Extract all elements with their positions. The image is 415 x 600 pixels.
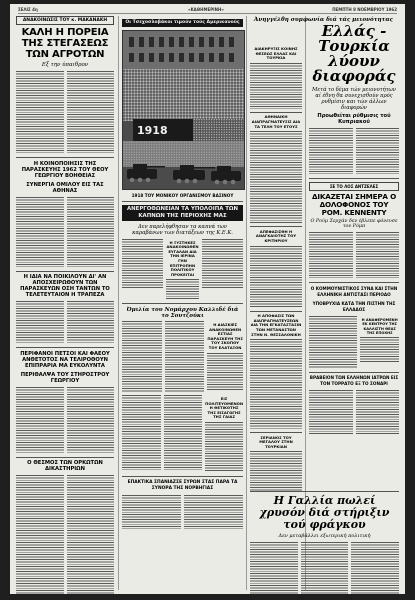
article-body bbox=[122, 394, 243, 473]
side-headline: ΑΘΗΝΑΙΚΗ ΔΙΑΠΡΑΓΜΑΤΕΥΣΙΣ ΔΙΑ ΤΑ ΤΕΛΗ ΤΟΥ ΕΤΟΥΣ bbox=[251, 114, 301, 129]
headline-greece-turkey: Ελλάς - Τουρκία λύουν διαφοράς bbox=[312, 22, 396, 85]
headline: Ο ΘΕΣΜΟΣ ΤΩΝ ΟΡΚΩΤΩΝ ΔΙΚΑΣΤΗΡΙΩΝ bbox=[27, 460, 103, 473]
headline: Ο ΚΟΜΜΟΥΝΙΣΤΙΚΟΣ ΣΥΝΑ ΚΑΙ ΣΤΗΝ ΕΛΛΗΝΙΚΗ ΑΝΤΙΣΤΑΣΙ ΠΕΡΙΟΔΟ bbox=[310, 285, 398, 297]
side-headline: ΣΕΡΙΑΝΟΣ ΤΟΥ ΜΕΓΑΛΟΥ ΣΤΗΝ ΤΟΥΡΚΙΑΝ bbox=[259, 434, 293, 449]
column-rule bbox=[246, 16, 247, 590]
headline-omilia: Όμιλία του Νομάρχου Καλλιδέ διά το Σουτζούκι bbox=[126, 306, 239, 319]
kicker: ΑΝΑΚΟΙΝΩΣΙΣ ΤΟΥ κ. ΜΑΚΑΝΑΚΗ bbox=[16, 16, 114, 25]
headline: ΠΕΡΙΘΑΛΨΑ ΤΟΥ ΣΤΗΡΟΣΤΡΟΥ ΓΕΩΡΓΙΟΥ bbox=[20, 371, 110, 384]
headline-bottom: ΕΠΑΚΤΙΚΑ ΣΠΑΝΙΑΖΣΕ ΣΥΡΩΝ ΣΤΑΣ ΠΑΡΑ ΤΑ ΣΥΝΟΡΑ ΤΗΣ ΝΟΡΒΗΓΙΑΣ bbox=[127, 479, 238, 491]
article-body bbox=[122, 494, 243, 530]
subheadline-tobacco: Δεν παρελήφθησαν τα καπνά των καραβάνων των διατάξεων της Κ.Ε.Κ. bbox=[132, 223, 233, 236]
side-headline: Η ΔΙΑΣΚΙΕΣ ΑΝΑΚΟΙΝΩΘΕΝ ΕΣΤΙΑΣ ΠΑΡΑΣΚΕΥΗ ΤΗΣ ΤΟΥ ΣΚΟΠΟΥ ΤΟΥ ΕΛΑΤΑΞΟΝ bbox=[207, 321, 243, 350]
headline-kennedy: ΔΙΚΑΖΕΤΑΙ ΣΗΜΕΡΑ Ο ΔΟΛΟΦΟΝΟΣ ΤΟΥ ΡΟΜ. ΚΕΝΝΕΝΤΥ bbox=[312, 191, 396, 217]
column-center bbox=[122, 16, 243, 30]
article-body bbox=[16, 300, 114, 344]
headline: ΠΕΡΙΦΑΝΟΙ ΠΕΤΣΟΙ ΚΑΙ ΦΑΕΟΥ ΑΝΘΕΤΟΤΟΣ ΝΑ ΤΕΛΙΡΟΘΟΥΝ ΕΠΙΠΡΑΡΙΑ ΜΑ ΕΥΚΟΛΥΝΤΑ bbox=[20, 350, 110, 369]
headline: ΣΥΝΕΡΓΙΑ ΟΜΙΛΟΥ ΕΙΣ ΤΑΣ ΑΘΗΝΑΣ bbox=[26, 181, 104, 194]
side-headline: Η ΞΥΣΤΗΚΕΣ ΑΝΑΚΟΙΝΩΘΕΝ ΕΥΓΑΛΑΝ ΔΙΑ ΤΗΝ ΙΕΡΙΝΑ ΓΗΝ ΕΠΙΤΡΟΠΗΝ ΠΟΛΙΤΙΚΟΥ ΠΡΟΚΕΙΤΑΙ bbox=[166, 239, 199, 277]
side-headline: Η ΑΝΑΦΕΡΟΜΕΝΗ ΕΚ ΚΕΝΤΡΟΥ ΤΗΣ ΚΑΛΛΙΣΤΗ ΘΕΑΣ ΤΗΣ ΕΠΟΧΗΣ bbox=[361, 317, 398, 336]
subheadline: Μετά το δέμα τών μειονοτήτων αί έθνη θα συνεχισθούν πρός ρυθμίσιν και τών άλλων διαφορών bbox=[312, 87, 396, 111]
headline: Η ΙΔΙΑ ΝΑ ΠΟΙΚΙΛΟΥΝ ΔΙ' ΑΝ ΑΠΟΣΧΕΙΡΩΘΟΥΝ ΤΩΝ ΠΑΡΑΣΚΕΥΩΝ ΟΣΗ ΤΑΝΤΩΝ ΤΟ ΤΕΛΕΤΕΥΤΑΙΟΝ Η ΤΡΑΠΕΖΑ bbox=[20, 274, 110, 299]
photo-caption-top: Οι Τσεχοσλοβάκοι τιμούν τούς Αμερικανούς bbox=[122, 19, 243, 27]
headline: Η ΚΟΙΝΟΠΟΙΗΣΙΣ ΤΗΣ ΠΑΡΑΣΚΕΥΗΣ 1962 ΤΟΥ ΘΕΟΥ ΓΕΩΡΓΙΟΥ ΒΟΗΘΕΙΑΣ bbox=[21, 160, 109, 179]
side-headline: Η ΑΠΟΦΑΣΙΣ ΤΩΝ ΔΙΑΠΡΑΓΜΑΤΕΥΣΕΩΝ ΔΙΑ ΤΗΝ ΕΓΚΑΤΑΣΤΑΣΙΝ ΤΩΝ ΜΕΤΑΝΑΣΤΩΝ ΣΤΗΝ Ν. ΘΕΣΣΑΛΟΝΙΚΗ bbox=[250, 313, 302, 337]
article-body bbox=[250, 541, 399, 594]
headline: ΥΠΟΒΡΥΧΙΑ ΚΑΤΑ ΤΗΝ ΠΙΣΤΗΝ ΤΗΣ ΕΛΛΑΔΟΣ bbox=[312, 300, 396, 312]
kicker-la: ΣΕ ΤΟ ΛΟΣ ΑΝΤΖΕΛΕΣ bbox=[309, 182, 399, 191]
banner-year: 1918 bbox=[137, 124, 168, 137]
newspaper-page bbox=[10, 4, 405, 594]
article-body bbox=[16, 386, 114, 454]
photo-caption-bottom: 1918 ΤΟΥ ΜΟΝΙΚΟΥ ΟΡΓΑΝΙΣΜΟΥ ΒΑΣΙΝΟΥ bbox=[131, 193, 234, 198]
side-headline: ΑΠΕΦΑΣΙΣΘΗ Η ΑΝΑΓΚΑΙΟΤΗΣ ΤΟΥ ΚΡΙΤΗΡΙΟΥ bbox=[255, 228, 297, 243]
headline: ΒΡΑΒΕΙΟΝ ΤΩΝ ΕΛΛΗΝΩΝ ΙΑΤΡΩΝ ΕΙΣ ΤΟΝ ΤΟΡΡΑΤΟ ΕΞ ΤΟ ΣΟΝΑΡΙ bbox=[309, 375, 399, 387]
column-center-lower bbox=[122, 192, 243, 530]
column-rule bbox=[118, 16, 119, 590]
running-head bbox=[18, 6, 397, 14]
article-body bbox=[16, 474, 114, 594]
kicker-agreement: Άνηγγέλθη συμφωνία διά τάς μειονότητας bbox=[254, 17, 394, 23]
side-headline: ΕΙΣ ΠΟΛΙΤΕΥΟΜΕΝΟΝ Η ΘΕΤΙΚΟΤΗΣ ΤΗΣ ΕΙΣΑΓΩΓΗΣ ΤΗΣ ΓΑΙΑΣ bbox=[205, 395, 244, 420]
article-body bbox=[309, 389, 399, 435]
column-narrow bbox=[250, 44, 302, 492]
issue-date: ΠΕΜΠΤΗ 8 ΝΟΕΜΒΡΙΟΥ 1962 bbox=[332, 7, 397, 12]
page-number: ΣΕΛΙΣ 4η bbox=[18, 7, 38, 12]
column-left bbox=[16, 16, 114, 594]
side-headline: ΔΙΑΚΗΡΥΞΙΣ ΚΟΙΝΗΣ ΘΕΣΕΩΣ ΕΛΛΑΣ ΚΑΙ ΤΟΥΡΚΙΑ bbox=[254, 46, 298, 61]
article-body bbox=[122, 238, 243, 301]
story-france-gold bbox=[250, 488, 399, 594]
headline-housing: ΚΑΛΗ Η ΠΟΡΕΙΑ ΤΗΣ ΣΤΕΓΑΣΕΩΣ ΤΩΝ ΑΓΡΟΤΩΝ bbox=[21, 27, 109, 60]
article-body bbox=[309, 231, 399, 279]
headline-tobacco: ΑΝΕΡΓΟΘΩΝΕΙΑΝ ΤΑ ΥΠΟΛΟΙΠΑ ΤΩΝ ΚΑΠΝΩΝ ΤΗΣ ΠΕΡΙΟΧΗΣ ΜΑΣ bbox=[122, 205, 243, 221]
headline-france-gold: Η Γαλλία πωλεί χρυσόν διά στήριξιν τού φράγκου bbox=[259, 494, 390, 531]
subheadline-cyprus: Προωθείται ρύθμισις τού Κυπριακού bbox=[317, 113, 391, 125]
subheadline: Εξ την ύπαιθρον bbox=[41, 62, 89, 68]
article-body bbox=[309, 127, 399, 175]
column-right bbox=[309, 24, 399, 435]
subheadline-france: Δεν μεταβάλλει εξωτερική πολιτική bbox=[278, 533, 371, 539]
masthead-small: «ΚΑΘΗΜΕΡΙΝΗ» bbox=[188, 7, 224, 12]
article-body bbox=[16, 196, 114, 268]
subheadline-kennedy: Ο Ρούμ Σερχάν δεν έβλεπε φόνευσε τον Ρόμπ bbox=[310, 219, 398, 230]
article-body bbox=[122, 320, 243, 394]
parade-photo bbox=[122, 30, 245, 190]
article-body bbox=[16, 70, 114, 154]
article-body bbox=[309, 315, 399, 369]
